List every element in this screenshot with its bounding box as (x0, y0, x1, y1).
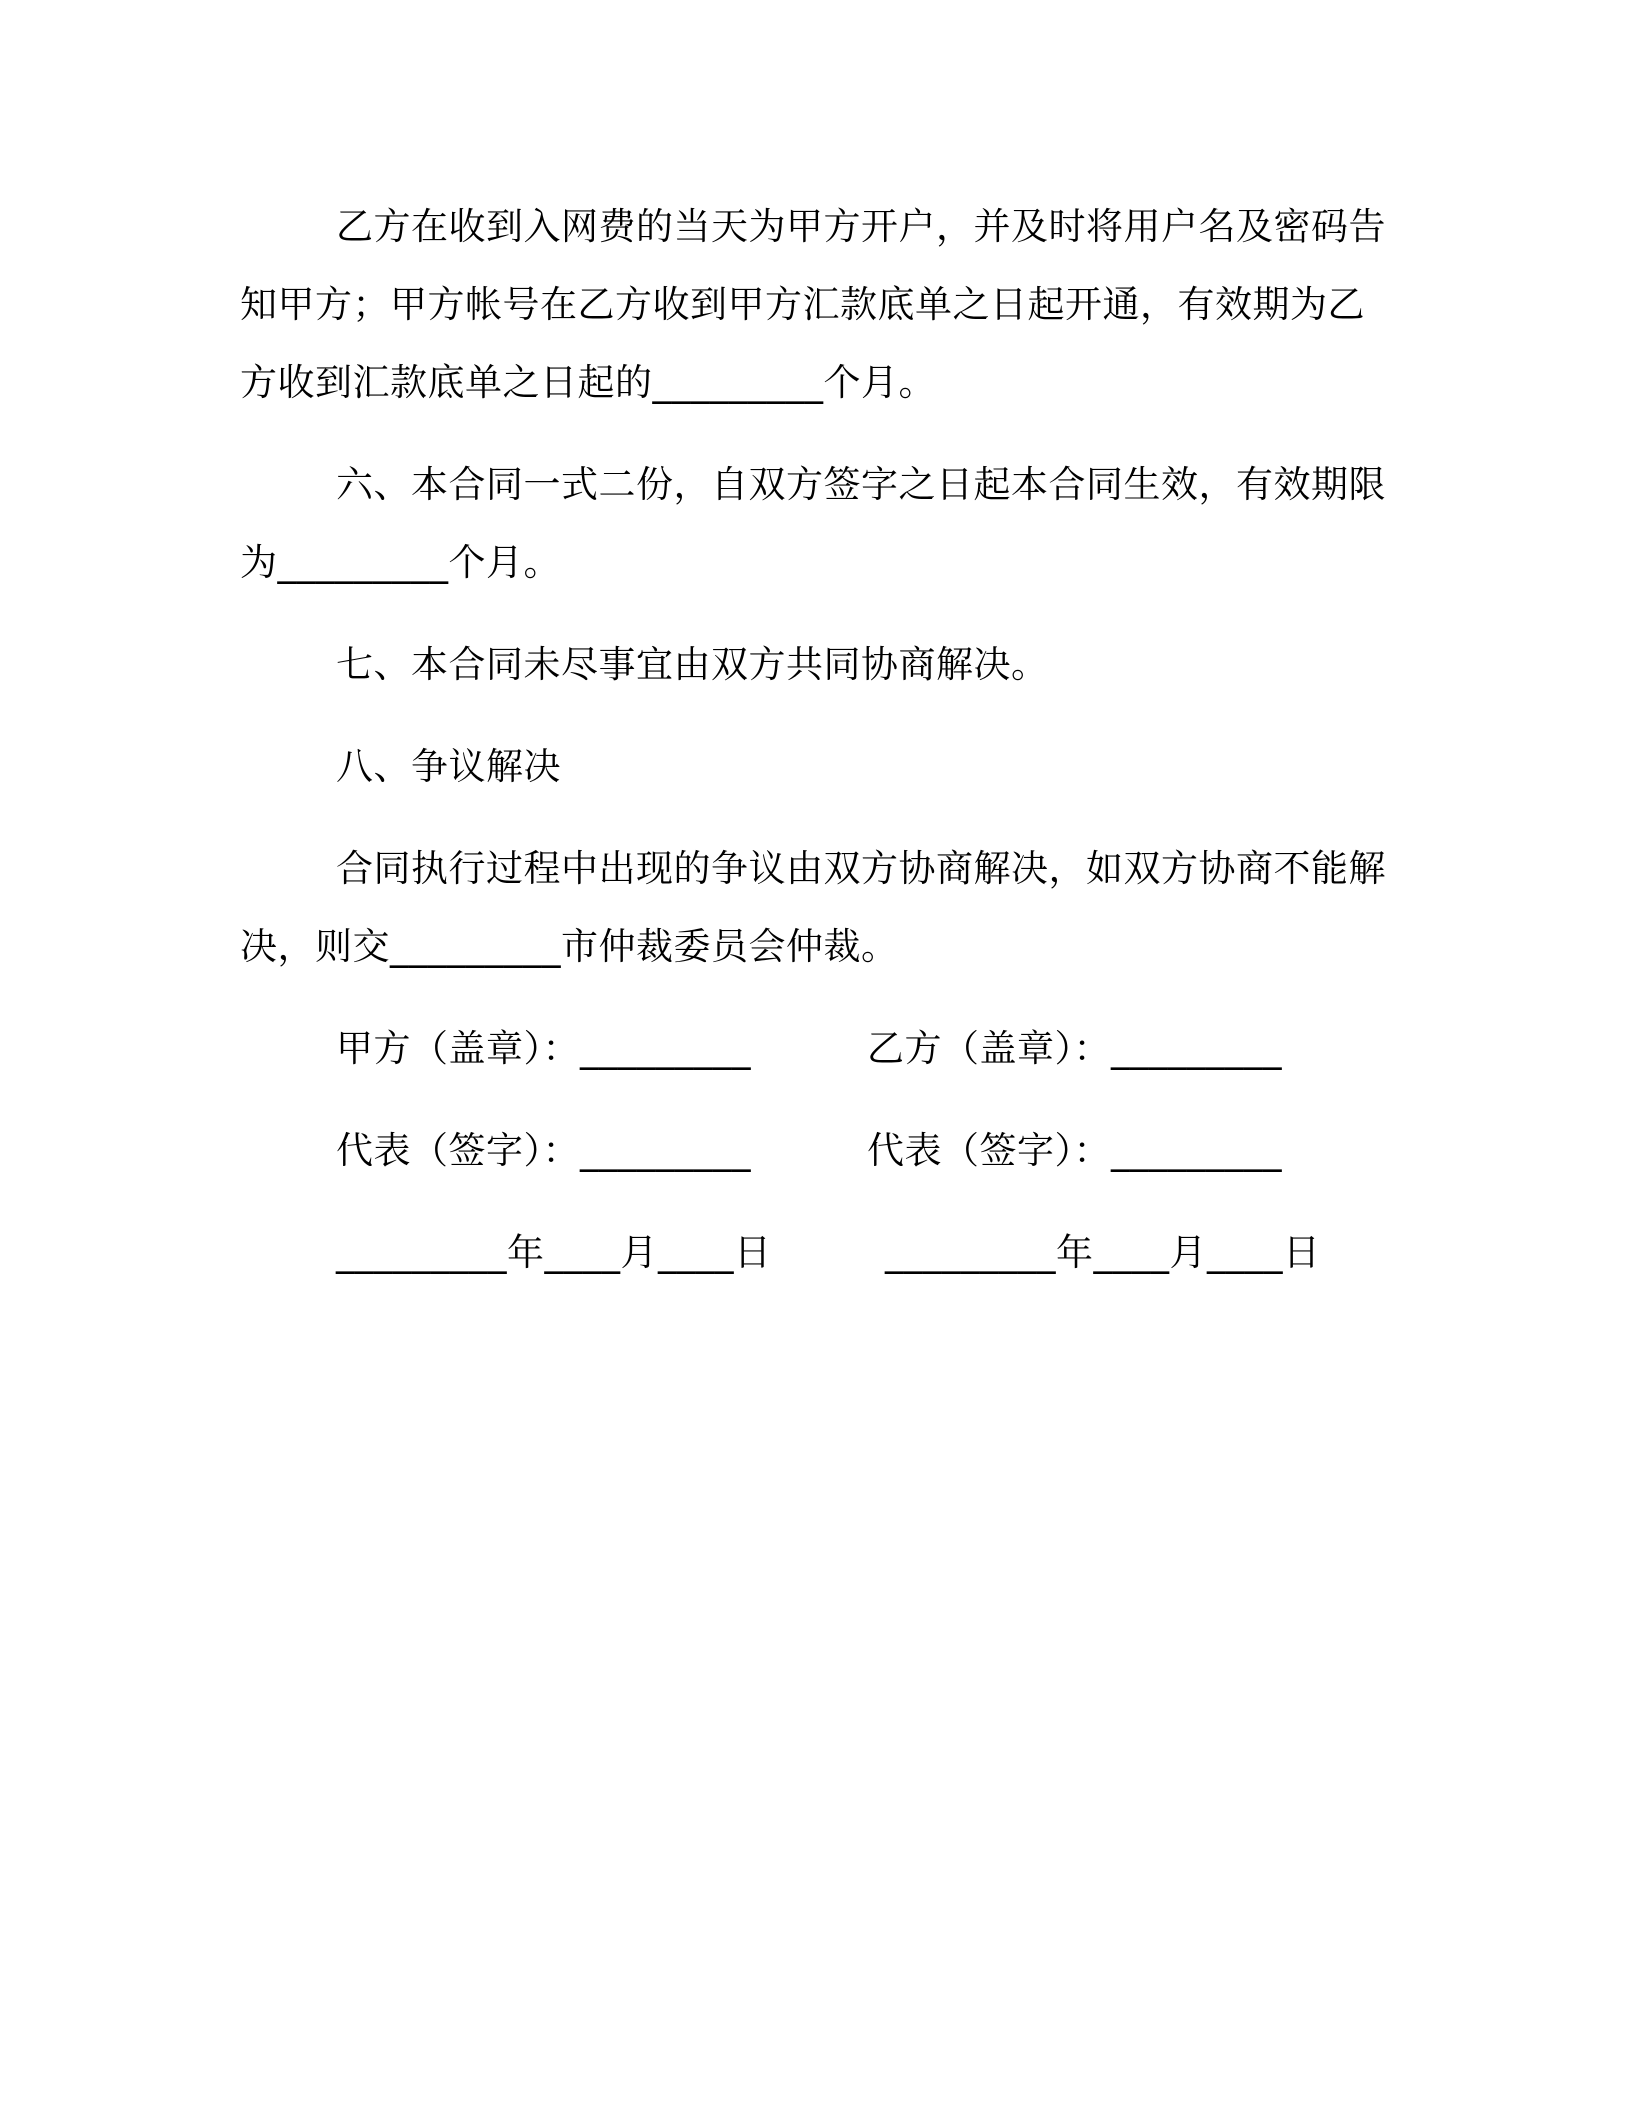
heading-dispute-resolution: 八、争议解决 (336, 745, 561, 788)
document-body (240, 188, 1390, 1316)
paragraph-dispute-resolution: 合同执行过程中出现的争议由双方协商解决，如双方协商不能解决，则交_________市仲裁委员会仲裁。 (240, 847, 1386, 968)
representative-row (240, 1112, 1390, 1190)
party-a-seal-field: 甲方（盖章）：_________ (336, 1027, 751, 1070)
date-row (240, 1214, 1390, 1292)
paragraph-account-opening: 乙方在收到入网费的当天为甲方开户，并及时将用户名及密码告知甲方；甲方帐号在乙方收到甲方汇款底单之日起开通，有效期为乙方收到汇款底单之日起的_________个月。 (240, 205, 1386, 404)
party-a-representative-field: 代表（签字）：_________ (336, 1129, 751, 1172)
paragraph-clause-six: 六、本合同一式二份，自双方签字之日起本合同生效，有效期限为_________个月。 (240, 463, 1386, 584)
party-b-seal-field: 乙方（盖章）：_________ (867, 1027, 1282, 1070)
paragraph-clause-seven: 七、本合同未尽事宜由双方共同协商解决。 (336, 643, 1049, 686)
seal-row (240, 1010, 1390, 1088)
party-a-date-field: _________年____月____日 (336, 1231, 772, 1274)
party-b-date-field: _________年____月____日 (885, 1231, 1321, 1274)
party-b-representative-field: 代表（签字）：_________ (867, 1129, 1282, 1172)
